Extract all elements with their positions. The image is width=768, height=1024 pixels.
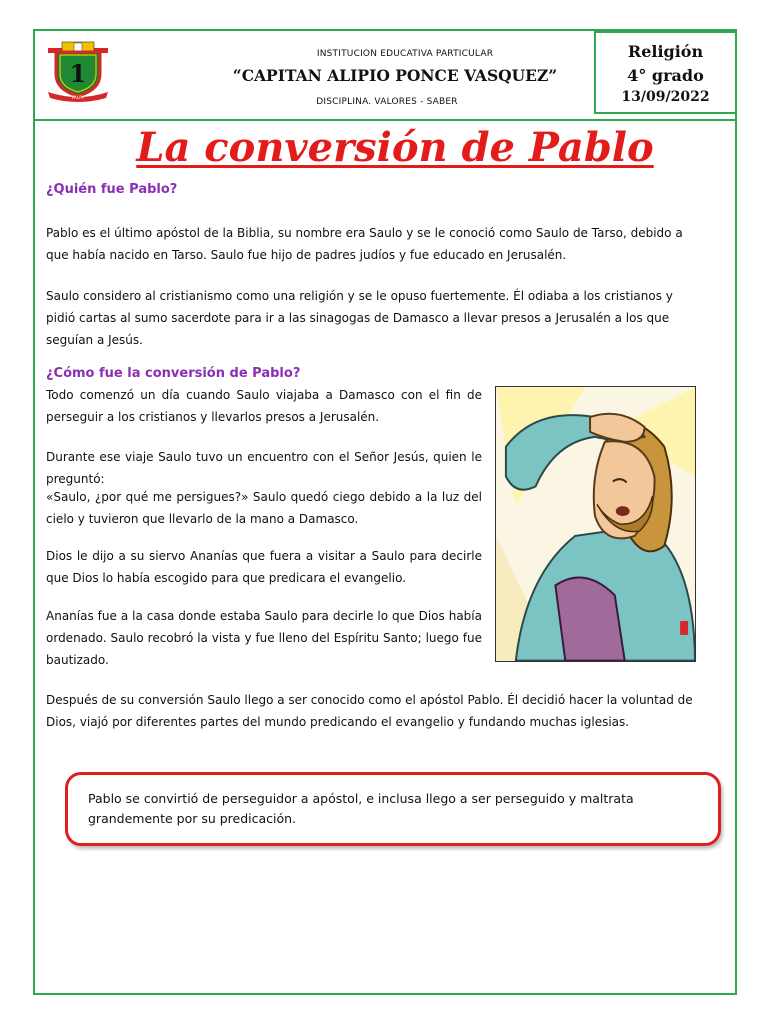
institution-type: INSTITUCION EDUCATIVA PARTICULAR (316, 49, 494, 59)
heading-who-was-paul: ¿Quién fue Pablo? (46, 182, 178, 197)
heading-conversion: ¿Cómo fue la conversión de Pablo? (46, 366, 301, 381)
paragraph-conversion-3: Dios le dijo a su siervo Ananías que fuera a visitar a Saulo para decirle que Dios lo había escogido para que predicara el evangelio. (46, 549, 482, 585)
page-title: La conversión de Pablo (136, 124, 654, 171)
paragraph-conversion-2a: Durante ese viaje Saulo tuvo un encuentro con el Señor Jesús, quien le preguntó: (46, 450, 482, 486)
institution-name: “CAPITAN ALIPIO PONCE VASQUEZ” (232, 66, 558, 85)
saul-blinded-illustration (495, 386, 696, 662)
svg-text:1: 1 (69, 59, 87, 88)
date-label: 13/09/2022 (621, 89, 710, 105)
subject-badge (594, 31, 737, 114)
paragraph-conversion-1: Todo comenzó un día cuando Saulo viajaba a Damasco con el fin de perseguir a los cristianos y llevarlos presos a Jerusalén. (46, 388, 482, 424)
paragraph-who-1: Pablo es el último apóstol de la Biblia, su nombre era Saulo y se le conoció como Saulo de Tarso, debido a que había nacido en Tarso. Saulo fue hijo de padres judíos y fue educado en Jerusalén. (46, 226, 683, 262)
summary-callout-text: Pablo se convirtió de perseguidor a apóstol, e inclusa llego a ser perseguido y maltrata grandemente por su predicación. (88, 791, 634, 826)
summary-callout (65, 772, 721, 846)
paragraph-conversion-2b: «Saulo, ¿por qué me persigues?» Saulo quedó ciego debido a la luz del cielo y tuvieron que llevarlo de la mano a Damasco. (46, 490, 482, 526)
grade-label: 4° grado (627, 66, 704, 85)
subject-label: Religión (627, 42, 704, 61)
paragraph-conversion-4: Ananías fue a la casa donde estaba Saulo para decirle lo que Dios había ordenado. Saulo recobró la vista y fue lleno del Espíritu Santo; luego fue bautizado. (46, 609, 482, 667)
institution-motto: DISCIPLINA. VALORES - SABER (316, 97, 458, 107)
svg-text:PALPA: PALPA (71, 95, 85, 100)
paragraph-who-2: Saulo considero al cristianismo como una religión y se le opuso fuertemente. Él odiaba a los cristianos y pidió cartas al sumo sacerdote para ir a las sinagogas de Damasco a llevar presos a Jerusalén a los que seguían a Jesús. (46, 289, 673, 347)
school-logo (46, 40, 110, 102)
paragraph-conversion-5: Después de su conversión Saulo llego a ser conocido como el apóstol Pablo. Él decidió hacer la voluntad de Dios, viajó por diferentes partes del mundo predicando el evangelio y fundando muchas iglesias. (46, 693, 693, 729)
